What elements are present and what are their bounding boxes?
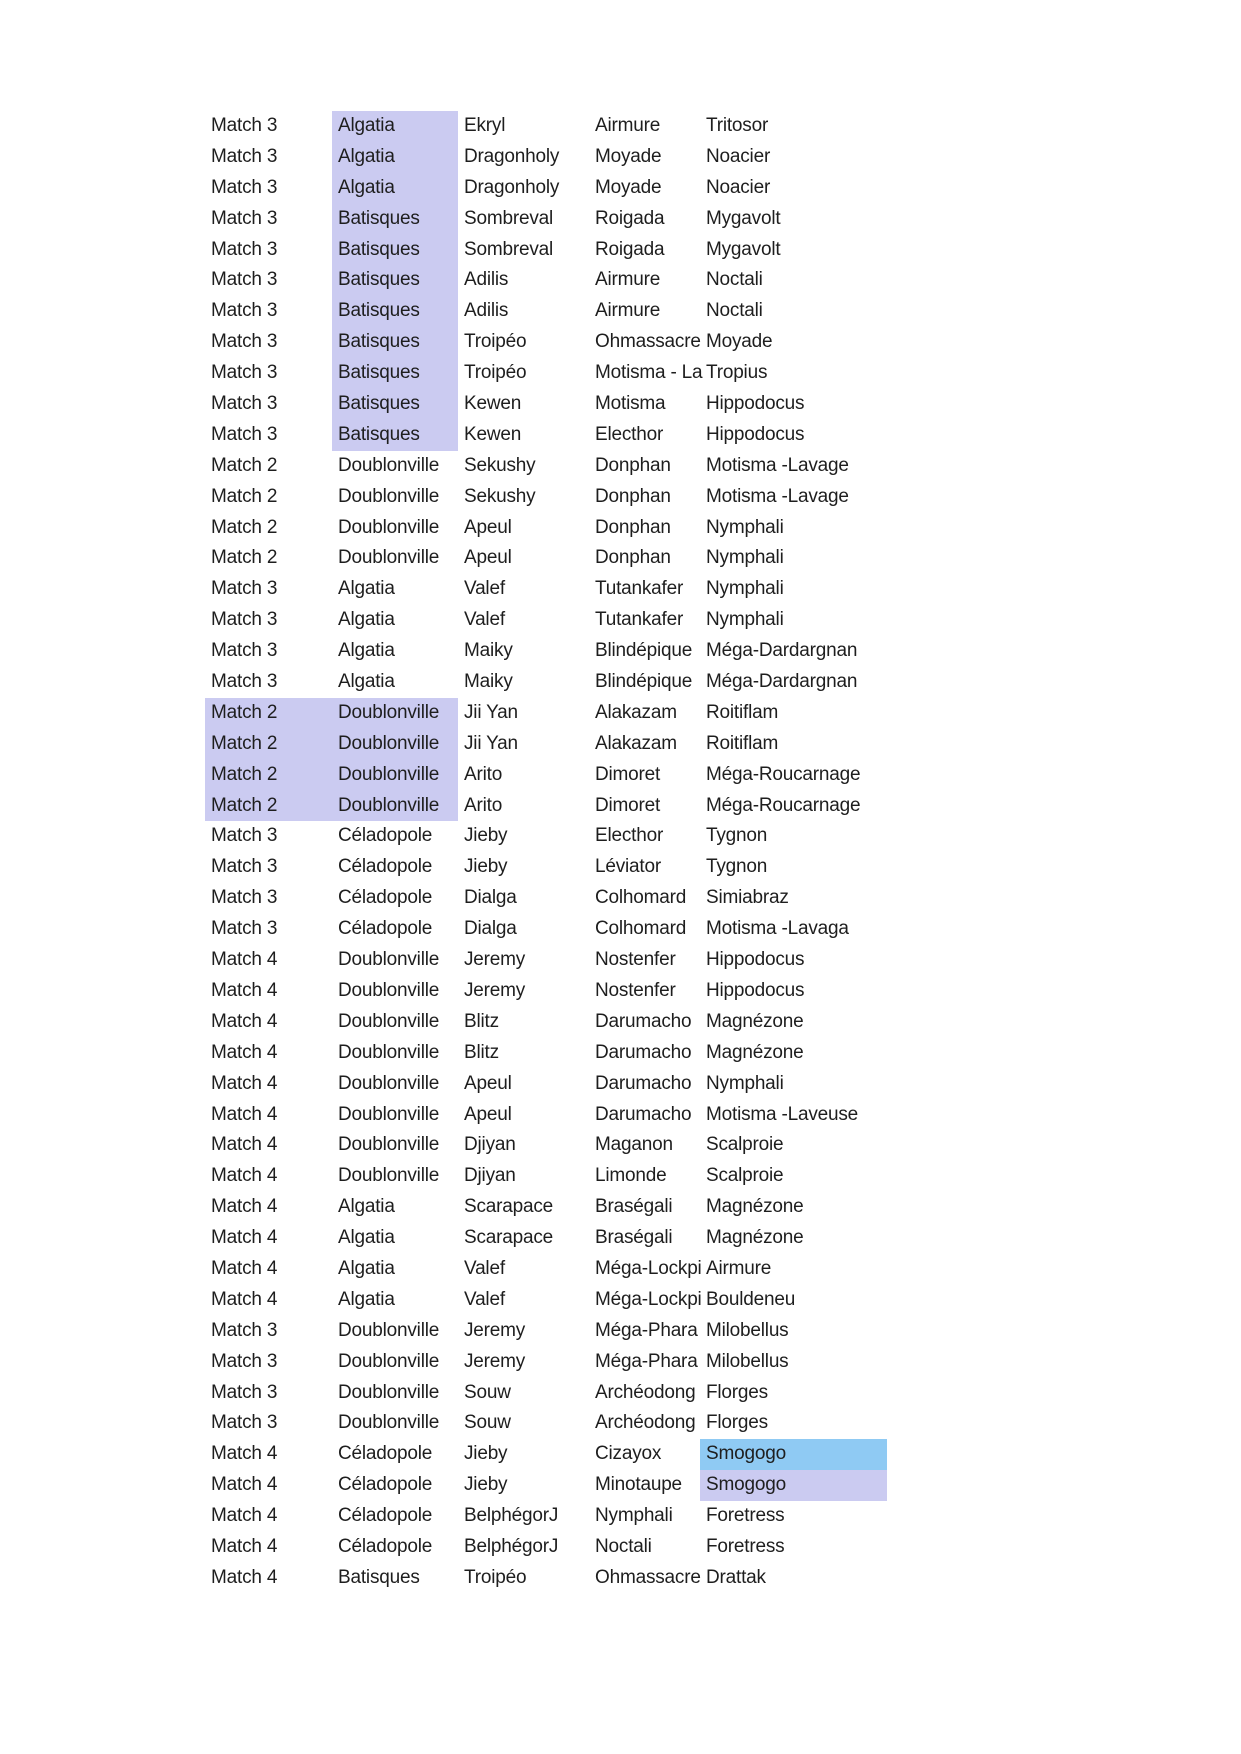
cell-pokemon-2: Milobellus bbox=[706, 1350, 789, 1372]
cell-pokemon-1: Méga-Phara bbox=[595, 1319, 698, 1341]
cell-pokemon-1: Airmure bbox=[595, 115, 661, 136]
cell-pokemon-1: Donphan bbox=[595, 516, 671, 538]
table-row bbox=[205, 1130, 887, 1161]
cell-pokemon-2: Noctali bbox=[706, 300, 763, 322]
cell-pokemon-1: Tutankafer bbox=[595, 609, 684, 631]
table-row bbox=[205, 1470, 887, 1501]
cell-player: Jii Yan bbox=[464, 732, 518, 754]
table-row bbox=[205, 976, 887, 1007]
cell-city: Batisques bbox=[332, 327, 458, 358]
cell-city: Batisques bbox=[332, 265, 458, 296]
cell-player: Scarapace bbox=[464, 1227, 554, 1249]
cell-match: Match 3 bbox=[211, 918, 278, 940]
cell-pokemon-2: Motisma -Laveuse bbox=[706, 1103, 859, 1125]
cell-match: Match 3 bbox=[211, 145, 278, 167]
table-row bbox=[205, 1007, 887, 1038]
cell-pokemon-1: Airmure bbox=[595, 300, 661, 322]
cell-pokemon-2: Hippodocus bbox=[706, 393, 805, 415]
cell-pokemon-2: Tritosor bbox=[706, 115, 769, 136]
cell-city: Doublonville bbox=[332, 698, 458, 729]
cell-pokemon-1: Roigada bbox=[595, 207, 665, 229]
cell-match: Match 2 bbox=[211, 547, 278, 569]
cell-pokemon-1: Airmure bbox=[595, 269, 661, 291]
cell-pokemon-2: Mygavolt bbox=[706, 207, 781, 229]
cell-match: Match 4 bbox=[211, 1227, 278, 1249]
cell-match: Match 2 bbox=[211, 516, 278, 538]
cell-player: Jieby bbox=[464, 1443, 508, 1465]
cell-pokemon-1: Maganon bbox=[595, 1134, 673, 1156]
cell-player: Troipéo bbox=[464, 331, 527, 353]
cell-pokemon-1: Motisma - La bbox=[595, 362, 703, 384]
cell-pokemon-2: Hippodocus bbox=[706, 423, 805, 445]
cell-match: Match 4 bbox=[211, 1505, 278, 1527]
cell-city: Doublonville bbox=[332, 760, 458, 791]
table-row bbox=[205, 1069, 887, 1100]
cell-pokemon-1: Darumacho bbox=[595, 1072, 692, 1094]
cell-city: Céladopole bbox=[338, 887, 433, 909]
cell-player: Jieby bbox=[464, 856, 508, 878]
cell-pokemon-2: Roitiflam bbox=[706, 732, 779, 754]
cell-pokemon-2: Florges bbox=[706, 1381, 768, 1403]
cell-pokemon-2: Milobellus bbox=[706, 1319, 789, 1341]
cell-match: Match 4 bbox=[211, 949, 278, 971]
table-row bbox=[205, 1316, 887, 1347]
cell-match: Match 3 bbox=[211, 671, 278, 693]
cell-pokemon-2: Magnézone bbox=[706, 1010, 804, 1032]
cell-player: Kewen bbox=[464, 393, 522, 415]
cell-city: Doublonville bbox=[332, 791, 458, 822]
cell-player: Souw bbox=[464, 1381, 511, 1403]
cell-pokemon-2: Motisma -Lavage bbox=[706, 485, 849, 507]
cell-pokemon-2: Nymphali bbox=[706, 609, 784, 631]
cell-pokemon-1: Archéodong bbox=[595, 1412, 696, 1434]
cell-player: Sekushy bbox=[464, 454, 536, 476]
cell-pokemon-2: Mygavolt bbox=[706, 238, 781, 260]
cell-match: Match 4 bbox=[211, 1566, 278, 1588]
cell-player: Valef bbox=[464, 609, 505, 631]
cell-pokemon-2: Magnézone bbox=[706, 1041, 804, 1063]
cell-pokemon-1: Nymphali bbox=[595, 1505, 673, 1527]
cell-player: Blitz bbox=[464, 1041, 499, 1063]
cell-city: Algatia bbox=[332, 111, 458, 142]
cell-player: Sombreval bbox=[464, 207, 554, 229]
cell-pokemon-1: Roigada bbox=[595, 238, 665, 260]
cell-player: Apeul bbox=[464, 1103, 512, 1125]
table-row bbox=[205, 760, 887, 791]
cell-city: Algatia bbox=[338, 1288, 395, 1310]
cell-match: Match 3 bbox=[211, 1319, 278, 1341]
cell-pokemon-2: Méga-Roucarnage bbox=[706, 763, 861, 785]
cell-pokemon-1: Blindépique bbox=[595, 640, 693, 662]
cell-pokemon-1: Dimoret bbox=[595, 794, 661, 816]
cell-city: Batisques bbox=[332, 358, 458, 389]
table-row bbox=[205, 1347, 887, 1378]
table-row bbox=[205, 173, 887, 204]
cell-pokemon-2: Nymphali bbox=[706, 547, 784, 569]
table-row bbox=[205, 1285, 887, 1316]
cell-pokemon-1: Electhor bbox=[595, 825, 664, 847]
cell-pokemon-1: Archéodong bbox=[595, 1381, 696, 1403]
table-row bbox=[205, 482, 887, 513]
cell-pokemon-2: Tygnon bbox=[706, 825, 768, 847]
cell-match: Match 2 bbox=[211, 485, 278, 507]
cell-match: Match 4 bbox=[211, 1535, 278, 1557]
cell-pokemon-1: Colhomard bbox=[595, 918, 687, 940]
cell-pokemon-1: Ohmassacre bbox=[595, 331, 701, 353]
results-table bbox=[205, 111, 887, 1594]
table-row bbox=[205, 1501, 887, 1532]
table-row bbox=[205, 358, 887, 389]
cell-match: Match 3 bbox=[211, 300, 278, 322]
table-row bbox=[205, 1038, 887, 1069]
cell-player: Maiky bbox=[464, 671, 513, 693]
cell-city: Doublonville bbox=[338, 1381, 440, 1403]
cell-pokemon-1: Nostenfer bbox=[595, 949, 676, 971]
cell-player: Adilis bbox=[464, 269, 509, 291]
cell-pokemon-2: Motisma -Lavaga bbox=[706, 918, 849, 940]
cell-pokemon-1: Donphan bbox=[595, 547, 671, 569]
cell-pokemon-2: Méga-Dardargnan bbox=[706, 640, 858, 662]
cell-city: Algatia bbox=[332, 173, 458, 204]
table-row bbox=[205, 1439, 887, 1470]
cell-city: Céladopole bbox=[338, 1505, 433, 1527]
cell-pokemon-1: Darumacho bbox=[595, 1103, 692, 1125]
cell-player: Jii Yan bbox=[464, 701, 518, 723]
cell-pokemon-1: Alakazam bbox=[595, 701, 677, 723]
cell-city: Algatia bbox=[338, 609, 395, 631]
cell-match: Match 3 bbox=[211, 887, 278, 909]
table-row bbox=[205, 1161, 887, 1192]
cell-match: Match 4 bbox=[211, 1010, 278, 1032]
cell-pokemon-2: Tropius bbox=[706, 362, 768, 384]
cell-city: Doublonville bbox=[338, 485, 440, 507]
cell-city: Doublonville bbox=[338, 1350, 440, 1372]
table-row bbox=[205, 543, 887, 574]
cell-city: Algatia bbox=[338, 671, 395, 693]
cell-pokemon-2: Florges bbox=[706, 1412, 768, 1434]
table-row bbox=[205, 1532, 887, 1563]
cell-pokemon-2: Foretress bbox=[706, 1505, 785, 1527]
table-row bbox=[205, 235, 887, 266]
cell-city: Céladopole bbox=[338, 1535, 433, 1557]
cell-pokemon-2: Tygnon bbox=[706, 856, 768, 878]
cell-city: Doublonville bbox=[338, 1412, 440, 1434]
cell-pokemon-2: Nymphali bbox=[706, 516, 784, 538]
cell-player: Valef bbox=[464, 1288, 505, 1310]
cell-match: Match 2 bbox=[205, 698, 332, 729]
cell-pokemon-2: Drattak bbox=[706, 1566, 766, 1588]
table-row bbox=[205, 1563, 887, 1594]
cell-pokemon-2: Noacier bbox=[706, 176, 771, 198]
cell-city: Batisques bbox=[332, 296, 458, 327]
table-row bbox=[205, 1378, 887, 1409]
cell-pokemon-1: Braségali bbox=[595, 1196, 673, 1218]
cell-pokemon-1: Cizayox bbox=[595, 1443, 662, 1465]
cell-player: Blitz bbox=[464, 1010, 499, 1032]
cell-match: Match 2 bbox=[205, 791, 332, 822]
cell-match: Match 3 bbox=[211, 393, 278, 415]
table-row bbox=[205, 729, 887, 760]
cell-player: Dialga bbox=[464, 918, 517, 940]
cell-city: Algatia bbox=[338, 1196, 395, 1218]
cell-city: Doublonville bbox=[338, 979, 440, 1001]
cell-city: Doublonville bbox=[332, 729, 458, 760]
cell-match: Match 2 bbox=[205, 760, 332, 791]
cell-match: Match 4 bbox=[211, 1041, 278, 1063]
cell-city: Doublonville bbox=[338, 516, 440, 538]
cell-city: Doublonville bbox=[338, 454, 440, 476]
cell-match: Match 4 bbox=[211, 1288, 278, 1310]
cell-match: Match 3 bbox=[211, 1412, 278, 1434]
cell-player: Sekushy bbox=[464, 485, 536, 507]
cell-match: Match 4 bbox=[211, 1072, 278, 1094]
cell-pokemon-1: Ohmassacre bbox=[595, 1566, 701, 1588]
cell-player: Jeremy bbox=[464, 1319, 526, 1341]
cell-match: Match 4 bbox=[211, 1134, 278, 1156]
table-row bbox=[205, 667, 887, 698]
cell-pokemon-1: Tutankafer bbox=[595, 578, 684, 600]
cell-player: Kewen bbox=[464, 423, 522, 445]
cell-pokemon-2: Hippodocus bbox=[706, 979, 805, 1001]
cell-pokemon-2: Méga-Roucarnage bbox=[706, 794, 861, 816]
cell-pokemon-1: Donphan bbox=[595, 485, 671, 507]
cell-pokemon-2: Nymphali bbox=[706, 1072, 784, 1094]
table-row bbox=[205, 1408, 887, 1439]
cell-player: Valef bbox=[464, 578, 505, 600]
cell-city: Doublonville bbox=[338, 547, 440, 569]
cell-pokemon-2: Nymphali bbox=[706, 578, 784, 600]
cell-city: Doublonville bbox=[338, 1010, 440, 1032]
cell-city: Céladopole bbox=[338, 1474, 433, 1496]
cell-pokemon-2: Airmure bbox=[706, 1257, 772, 1279]
cell-pokemon-1: Motisma bbox=[595, 393, 666, 415]
cell-player: Dialga bbox=[464, 887, 517, 909]
cell-player: Troipéo bbox=[464, 362, 527, 384]
cell-match: Match 3 bbox=[211, 331, 278, 353]
cell-pokemon-2: Moyade bbox=[706, 331, 773, 353]
cell-player: Jieby bbox=[464, 825, 508, 847]
cell-match: Match 2 bbox=[205, 729, 332, 760]
cell-match: Match 3 bbox=[211, 609, 278, 631]
cell-city: Doublonville bbox=[338, 1072, 440, 1094]
cell-player: Arito bbox=[464, 763, 503, 785]
cell-pokemon-1: Moyade bbox=[595, 145, 662, 167]
cell-player: Maiky bbox=[464, 640, 513, 662]
cell-city: Algatia bbox=[338, 1257, 395, 1279]
cell-pokemon-1: Braségali bbox=[595, 1227, 673, 1249]
cell-city: Céladopole bbox=[338, 918, 433, 940]
table-row bbox=[205, 791, 887, 822]
cell-match: Match 3 bbox=[211, 176, 278, 198]
table-row bbox=[205, 513, 887, 544]
cell-player: Apeul bbox=[464, 1072, 512, 1094]
cell-match: Match 4 bbox=[211, 1443, 278, 1465]
cell-player: BelphégorJ bbox=[464, 1505, 559, 1527]
table-row bbox=[205, 605, 887, 636]
table-row bbox=[205, 296, 887, 327]
table-row bbox=[205, 883, 887, 914]
cell-pokemon-1: Léviator bbox=[595, 856, 661, 878]
cell-player: Adilis bbox=[464, 300, 509, 322]
cell-pokemon-1: Blindépique bbox=[595, 671, 693, 693]
cell-player: Apeul bbox=[464, 516, 512, 538]
cell-pokemon-1: Donphan bbox=[595, 454, 671, 476]
cell-player: Troipéo bbox=[464, 1566, 527, 1588]
cell-pokemon-2: Magnézone bbox=[706, 1227, 804, 1249]
cell-player: Apeul bbox=[464, 547, 512, 569]
cell-match: Match 3 bbox=[211, 362, 278, 384]
cell-pokemon-1: Méga-Lockpi bbox=[595, 1288, 702, 1310]
table-row bbox=[205, 1254, 887, 1285]
cell-match: Match 3 bbox=[211, 238, 278, 260]
cell-city: Batisques bbox=[332, 235, 458, 266]
cell-city: Céladopole bbox=[338, 825, 433, 847]
table-row bbox=[205, 204, 887, 235]
cell-match: Match 3 bbox=[211, 825, 278, 847]
cell-match: Match 3 bbox=[211, 207, 278, 229]
cell-player: Dragonholy bbox=[464, 176, 560, 198]
cell-city: Batisques bbox=[338, 1566, 420, 1588]
cell-pokemon-1: Nostenfer bbox=[595, 979, 676, 1001]
cell-city: Doublonville bbox=[338, 1319, 440, 1341]
table-row bbox=[205, 1223, 887, 1254]
table-row bbox=[205, 451, 887, 482]
cell-pokemon-2: Foretress bbox=[706, 1535, 785, 1557]
cell-city: Doublonville bbox=[338, 1103, 440, 1125]
cell-match: Match 4 bbox=[211, 1257, 278, 1279]
cell-city: Algatia bbox=[338, 578, 395, 600]
table-row bbox=[205, 945, 887, 976]
cell-pokemon-1: Méga-Phara bbox=[595, 1350, 698, 1372]
cell-match: Match 3 bbox=[211, 423, 278, 445]
cell-pokemon-1: Minotaupe bbox=[595, 1474, 682, 1496]
cell-match: Match 3 bbox=[211, 640, 278, 662]
cell-match: Match 3 bbox=[211, 856, 278, 878]
cell-match: Match 3 bbox=[211, 269, 278, 291]
cell-pokemon-1: Noctali bbox=[595, 1535, 652, 1557]
cell-pokemon-2: Méga-Dardargnan bbox=[706, 671, 858, 693]
cell-pokemon-2: Motisma -Lavage bbox=[706, 454, 849, 476]
cell-pokemon-2: Magnézone bbox=[706, 1196, 804, 1218]
cell-match: Match 3 bbox=[211, 578, 278, 600]
cell-match: Match 3 bbox=[211, 1381, 278, 1403]
table-row bbox=[205, 420, 887, 451]
table-row bbox=[205, 914, 887, 945]
cell-city: Algatia bbox=[338, 1227, 395, 1249]
cell-pokemon-2: Noctali bbox=[706, 269, 763, 291]
cell-player: Jeremy bbox=[464, 979, 526, 1001]
table-row bbox=[205, 636, 887, 667]
cell-city: Céladopole bbox=[338, 1443, 433, 1465]
cell-player: Dragonholy bbox=[464, 145, 560, 167]
cell-city: Batisques bbox=[332, 204, 458, 235]
cell-player: Jieby bbox=[464, 1474, 508, 1496]
table-row bbox=[205, 1192, 887, 1223]
cell-pokemon-2: Scalproie bbox=[706, 1165, 784, 1187]
cell-pokemon-2: Hippodocus bbox=[706, 949, 805, 971]
cell-pokemon-1: Alakazam bbox=[595, 732, 677, 754]
cell-city: Doublonville bbox=[338, 1041, 440, 1063]
cell-city: Doublonville bbox=[338, 949, 440, 971]
cell-player: Scarapace bbox=[464, 1196, 554, 1218]
cell-pokemon-2: Scalproie bbox=[706, 1134, 784, 1156]
cell-player: Jeremy bbox=[464, 1350, 526, 1372]
cell-pokemon-1: Limonde bbox=[595, 1165, 667, 1187]
cell-city: Doublonville bbox=[338, 1134, 440, 1156]
cell-player: Jeremy bbox=[464, 949, 526, 971]
cell-player: Ekryl bbox=[464, 115, 506, 136]
cell-match: Match 4 bbox=[211, 979, 278, 1001]
cell-pokemon-1: Dimoret bbox=[595, 763, 661, 785]
table-row bbox=[205, 1100, 887, 1131]
cell-player: Arito bbox=[464, 794, 503, 816]
table-row bbox=[205, 327, 887, 358]
cell-pokemon-2: Noacier bbox=[706, 145, 771, 167]
cell-player: Djiyan bbox=[464, 1134, 516, 1156]
cell-match: Match 4 bbox=[211, 1103, 278, 1125]
cell-pokemon-2: Simiabraz bbox=[706, 887, 789, 909]
cell-pokemon-2: Roitiflam bbox=[706, 701, 779, 723]
cell-pokemon-2: Smogogo bbox=[700, 1470, 887, 1501]
cell-player: BelphégorJ bbox=[464, 1535, 559, 1557]
table-row bbox=[205, 389, 887, 420]
cell-city: Batisques bbox=[332, 420, 458, 451]
table-row bbox=[205, 574, 887, 605]
table-row bbox=[205, 821, 887, 852]
cell-player: Djiyan bbox=[464, 1165, 516, 1187]
table-row bbox=[205, 698, 887, 729]
cell-match: Match 3 bbox=[211, 1350, 278, 1372]
cell-match: Match 4 bbox=[211, 1165, 278, 1187]
table-row bbox=[205, 852, 887, 883]
cell-pokemon-1: Darumacho bbox=[595, 1041, 692, 1063]
cell-match: Match 4 bbox=[211, 1196, 278, 1218]
cell-city: Algatia bbox=[338, 640, 395, 662]
table-row bbox=[205, 111, 887, 142]
table-row bbox=[205, 142, 887, 173]
cell-city: Algatia bbox=[332, 142, 458, 173]
cell-pokemon-2: Bouldeneu bbox=[706, 1288, 796, 1310]
cell-match: Match 2 bbox=[211, 454, 278, 476]
cell-pokemon-1: Moyade bbox=[595, 176, 662, 198]
cell-pokemon-1: Colhomard bbox=[595, 887, 687, 909]
cell-city: Doublonville bbox=[338, 1165, 440, 1187]
cell-pokemon-1: Méga-Lockpi bbox=[595, 1257, 702, 1279]
cell-pokemon-1: Electhor bbox=[595, 423, 664, 445]
cell-city: Batisques bbox=[332, 389, 458, 420]
cell-match: Match 3 bbox=[211, 115, 278, 136]
cell-city: Céladopole bbox=[338, 856, 433, 878]
cell-match: Match 4 bbox=[211, 1474, 278, 1496]
cell-pokemon-1: Darumacho bbox=[595, 1010, 692, 1032]
cell-player: Sombreval bbox=[464, 238, 554, 260]
cell-player: Valef bbox=[464, 1257, 505, 1279]
cell-pokemon-2: Smogogo bbox=[700, 1439, 887, 1470]
cell-player: Souw bbox=[464, 1412, 511, 1434]
table-row bbox=[205, 265, 887, 296]
